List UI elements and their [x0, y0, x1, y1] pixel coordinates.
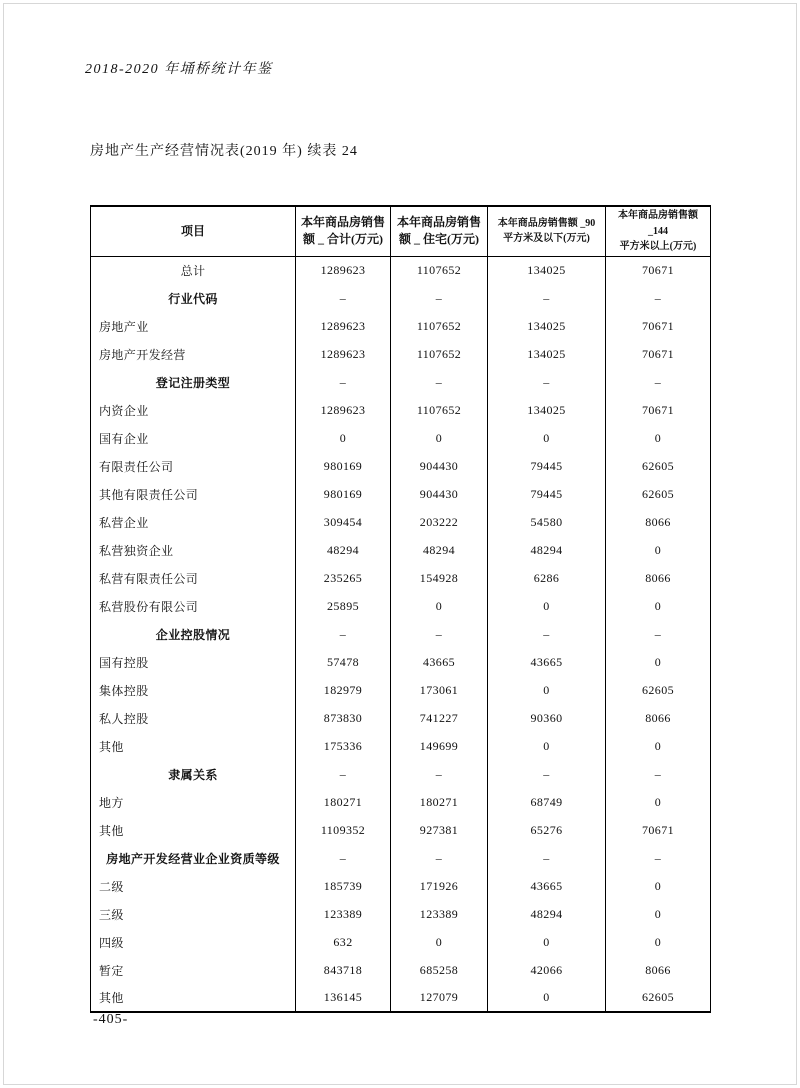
cell-value: 25895 [296, 592, 391, 620]
cell-value: 154928 [391, 564, 488, 592]
page-number: -405- [93, 1012, 129, 1027]
table-row [91, 844, 711, 872]
table-row [91, 872, 711, 900]
cell-value: – [606, 284, 711, 312]
cell-value: – [488, 844, 606, 872]
yearbook-header: 2018-2020 年埇桥统计年鉴 [85, 62, 273, 77]
cell-value: 0 [606, 424, 711, 452]
column-header-label: 本年商品房销售额 _144 [618, 210, 698, 237]
table-header [91, 206, 711, 256]
table-header-row [91, 206, 711, 256]
cell-value: 8066 [606, 564, 711, 592]
cell-value: 79445 [488, 480, 606, 508]
cell-value: 48294 [296, 536, 391, 564]
table-row [91, 704, 711, 732]
cell-value: 873830 [296, 704, 391, 732]
cell-value: 0 [606, 536, 711, 564]
column-header-label: 平方米以上(万元) [619, 241, 697, 252]
cell-value: 0 [488, 676, 606, 704]
cell-value: 904430 [391, 480, 488, 508]
cell-value: 134025 [488, 312, 606, 340]
cell-value: 0 [606, 928, 711, 956]
cell-value: 0 [488, 592, 606, 620]
column-header-label: 项目 [180, 223, 205, 238]
table-row [91, 564, 711, 592]
row-label: 其他 [91, 816, 296, 844]
table-row [91, 620, 711, 648]
cell-value: 57478 [296, 648, 391, 676]
row-label: 私人控股 [91, 704, 296, 732]
row-label: 私营独资企业 [91, 536, 296, 564]
table-row [91, 900, 711, 928]
column-header-label: 本年商品房销售 [396, 214, 481, 229]
column-header-label: 本年商品房销售 [300, 214, 385, 229]
row-label: 房地产业 [91, 312, 296, 340]
cell-value: 1109352 [296, 816, 391, 844]
table-row [91, 508, 711, 536]
row-label: 私营有限责任公司 [91, 564, 296, 592]
cell-value: 65276 [488, 816, 606, 844]
column-header-label: 本年商品房销售额 _90 [497, 217, 596, 229]
table-row [91, 480, 711, 508]
row-label: 有限责任公司 [91, 452, 296, 480]
cell-value: – [296, 760, 391, 788]
column-header-label: 额 _ 住宅(万元) [399, 232, 479, 247]
cell-value: 43665 [488, 648, 606, 676]
cell-value: 0 [606, 592, 711, 620]
cell-value: 980169 [296, 452, 391, 480]
row-label: 企业控股情况 [91, 620, 296, 648]
table-row [91, 648, 711, 676]
cell-value: 0 [606, 872, 711, 900]
table-row [91, 984, 711, 1012]
cell-value: – [488, 620, 606, 648]
cell-value: 0 [391, 424, 488, 452]
cell-value: 70671 [606, 312, 711, 340]
table-title: 房地产生产经营情况表(2019 年) 续表 24 [90, 144, 358, 159]
cell-value: 70671 [606, 816, 711, 844]
cell-value: 0 [606, 900, 711, 928]
cell-value: 185739 [296, 872, 391, 900]
cell-value: 43665 [488, 872, 606, 900]
cell-value: – [488, 368, 606, 396]
table-row [91, 816, 711, 844]
cell-value: 42066 [488, 956, 606, 984]
table-row [91, 396, 711, 424]
cell-value: – [606, 844, 711, 872]
row-label: 隶属关系 [91, 760, 296, 788]
table-row [91, 956, 711, 984]
cell-value: 175336 [296, 732, 391, 760]
row-label: 内资企业 [91, 396, 296, 424]
cell-value: 1289623 [296, 312, 391, 340]
column-header-label: 额 _ 合计(万元) [303, 232, 383, 247]
table-row [91, 592, 711, 620]
cell-value: – [391, 284, 488, 312]
cell-value: 136145 [296, 984, 391, 1012]
row-label: 登记注册类型 [91, 368, 296, 396]
cell-value: 182979 [296, 676, 391, 704]
row-label: 其他 [91, 732, 296, 760]
cell-value: 127079 [391, 984, 488, 1012]
cell-value: 54580 [488, 508, 606, 536]
table-row [91, 424, 711, 452]
table-row [91, 536, 711, 564]
cell-value: 43665 [391, 648, 488, 676]
cell-value: 171926 [391, 872, 488, 900]
cell-value: 134025 [488, 340, 606, 368]
cell-value: 1107652 [391, 340, 488, 368]
cell-value: 1289623 [296, 340, 391, 368]
cell-value: 134025 [488, 396, 606, 424]
row-label: 其他 [91, 984, 296, 1012]
table-row [91, 284, 711, 312]
table-row [91, 452, 711, 480]
cell-value: 203222 [391, 508, 488, 536]
cell-value: 1107652 [391, 256, 488, 284]
column-header-residential [391, 206, 488, 256]
cell-value: 70671 [606, 340, 711, 368]
cell-value: 0 [606, 732, 711, 760]
cell-value: 123389 [391, 900, 488, 928]
column-header-over-144sqm [606, 206, 711, 256]
cell-value: 68749 [488, 788, 606, 816]
table-row [91, 732, 711, 760]
cell-value: 173061 [391, 676, 488, 704]
row-label: 集体控股 [91, 676, 296, 704]
row-label: 私营股份有限公司 [91, 592, 296, 620]
cell-value: – [296, 844, 391, 872]
row-label: 房地产开发经营业企业资质等级 [91, 844, 296, 872]
cell-value: 0 [488, 984, 606, 1012]
row-label: 三级 [91, 900, 296, 928]
table-row [91, 676, 711, 704]
statistics-table [90, 205, 711, 1013]
cell-value: 904430 [391, 452, 488, 480]
column-header-under-90sqm [488, 206, 606, 256]
cell-value: 48294 [488, 900, 606, 928]
column-header-label: 平方米及以下(万元) [503, 233, 590, 245]
table-row [91, 368, 711, 396]
table-body [91, 256, 711, 1012]
table-row [91, 256, 711, 284]
column-header-item [91, 206, 296, 256]
row-label: 国有控股 [91, 648, 296, 676]
row-label: 私营企业 [91, 508, 296, 536]
row-label: 行业代码 [91, 284, 296, 312]
row-label: 房地产开发经营 [91, 340, 296, 368]
cell-value: 927381 [391, 816, 488, 844]
cell-value: 62605 [606, 480, 711, 508]
row-label: 暂定 [91, 956, 296, 984]
cell-value: 0 [606, 788, 711, 816]
cell-value: 309454 [296, 508, 391, 536]
cell-value: 123389 [296, 900, 391, 928]
cell-value: 8066 [606, 508, 711, 536]
table-row [91, 788, 711, 816]
cell-value: 1107652 [391, 312, 488, 340]
cell-value: 149699 [391, 732, 488, 760]
cell-value: – [488, 760, 606, 788]
cell-value: – [296, 368, 391, 396]
cell-value: 62605 [606, 452, 711, 480]
cell-value: – [391, 760, 488, 788]
table-row [91, 312, 711, 340]
cell-value: – [606, 368, 711, 396]
row-label: 其他有限责任公司 [91, 480, 296, 508]
row-label: 二级 [91, 872, 296, 900]
cell-value: 843718 [296, 956, 391, 984]
cell-value: 980169 [296, 480, 391, 508]
cell-value: 1107652 [391, 396, 488, 424]
cell-value: – [391, 620, 488, 648]
cell-value: 70671 [606, 256, 711, 284]
cell-value: 8066 [606, 704, 711, 732]
cell-value: – [391, 368, 488, 396]
cell-value: 62605 [606, 676, 711, 704]
cell-value: 48294 [391, 536, 488, 564]
column-header-total [296, 206, 391, 256]
cell-value: 741227 [391, 704, 488, 732]
cell-value: – [296, 284, 391, 312]
cell-value: – [606, 620, 711, 648]
table-row [91, 928, 711, 956]
cell-value: – [391, 844, 488, 872]
table-row [91, 340, 711, 368]
cell-value: 70671 [606, 396, 711, 424]
cell-value: – [488, 284, 606, 312]
cell-value: 8066 [606, 956, 711, 984]
cell-value: 0 [296, 424, 391, 452]
cell-value: 0 [606, 648, 711, 676]
row-label: 总计 [91, 256, 296, 284]
row-label: 地方 [91, 788, 296, 816]
cell-value: 0 [391, 592, 488, 620]
cell-value: 48294 [488, 536, 606, 564]
cell-value: 1289623 [296, 396, 391, 424]
row-label: 四级 [91, 928, 296, 956]
cell-value: 0 [488, 732, 606, 760]
cell-value: – [296, 620, 391, 648]
cell-value: 6286 [488, 564, 606, 592]
cell-value: 685258 [391, 956, 488, 984]
cell-value: 0 [391, 928, 488, 956]
cell-value: 1289623 [296, 256, 391, 284]
cell-value: 632 [296, 928, 391, 956]
cell-value: 0 [488, 928, 606, 956]
cell-value: 0 [488, 424, 606, 452]
row-label: 国有企业 [91, 424, 296, 452]
cell-value: 134025 [488, 256, 606, 284]
cell-value: 180271 [391, 788, 488, 816]
cell-value: – [606, 760, 711, 788]
cell-value: 235265 [296, 564, 391, 592]
cell-value: 90360 [488, 704, 606, 732]
cell-value: 79445 [488, 452, 606, 480]
table-row [91, 760, 711, 788]
cell-value: 180271 [296, 788, 391, 816]
cell-value: 62605 [606, 984, 711, 1012]
